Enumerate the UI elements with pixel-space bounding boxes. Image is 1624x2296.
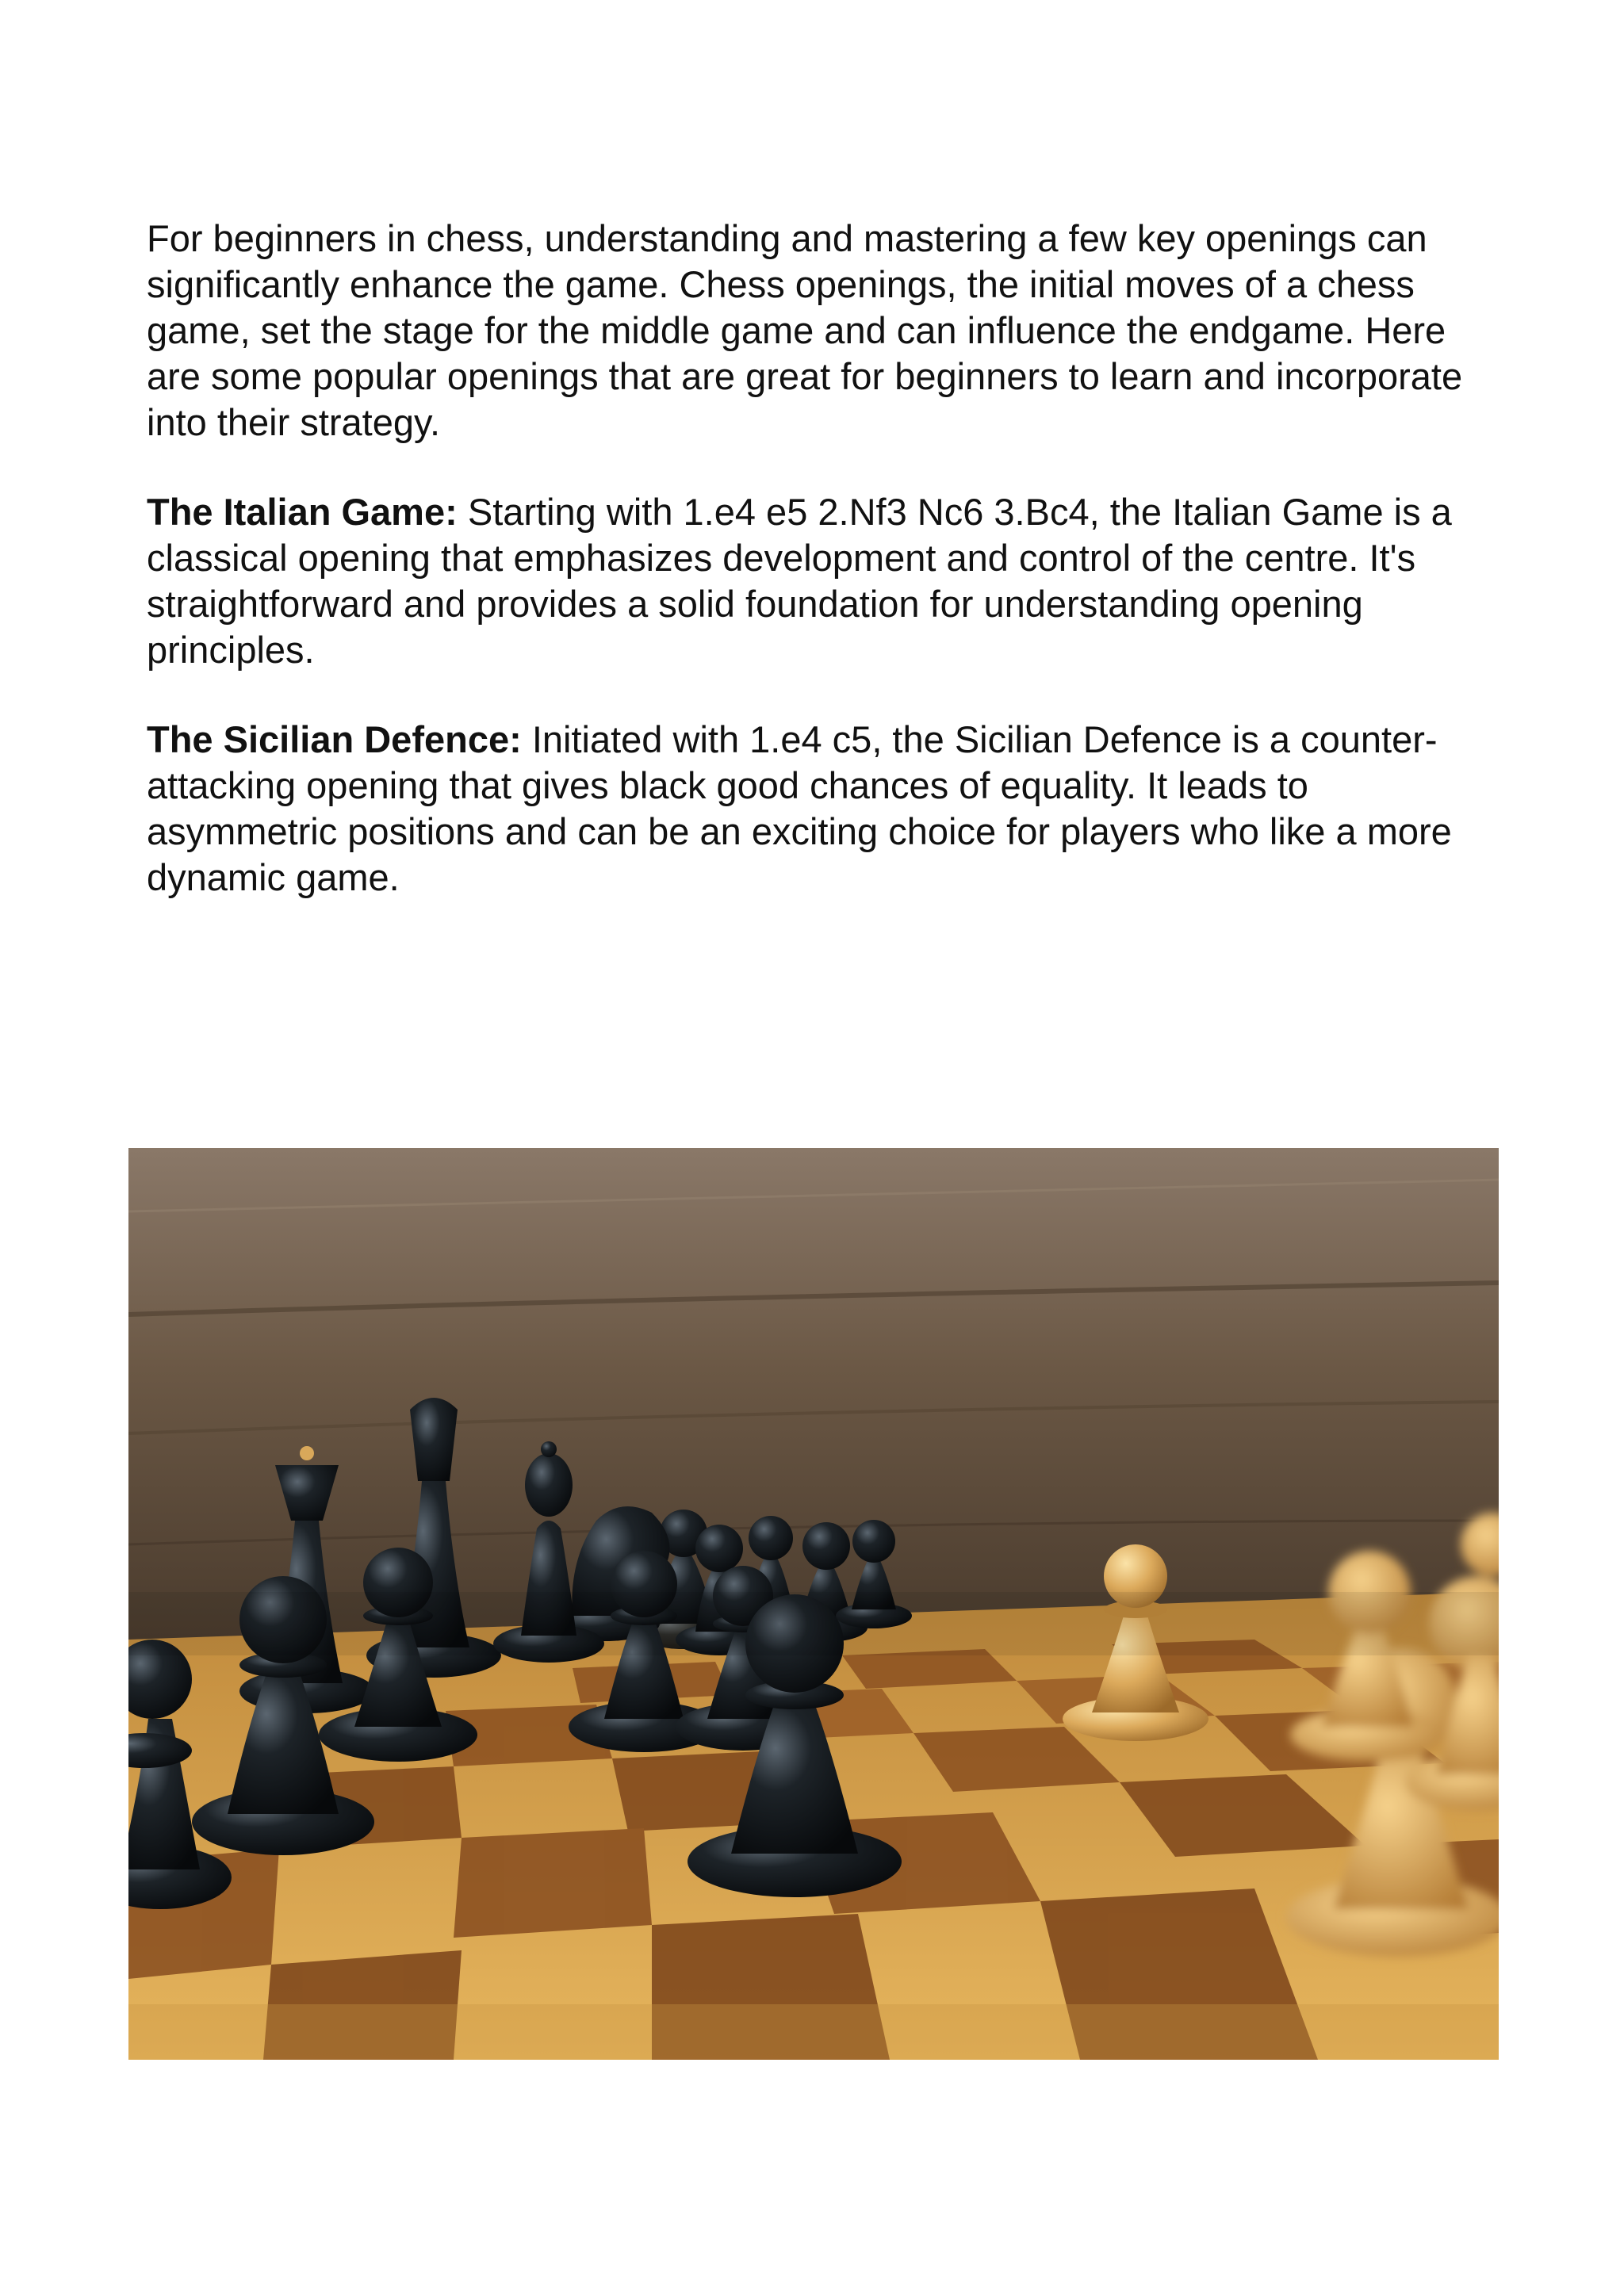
italian-game-body: Starting with 1.e4 e5 2.Nf3 Nc6 3.Bc4, the Italian Game is a classical opening that emphasizes development and control of the centre. It's straightforward and provides a solid foundation for understanding opening principles. [147, 491, 1452, 671]
intro-paragraph: For beginners in chess, understanding and mastering a few key openings can significantly enhance the game. Chess openings, the initial moves of a chess game, set the stage for the middle game and can influence the endgame. Here are some popular openings that are great for beginners to learn and incorporate into their strategy. [147, 217, 1463, 443]
sicilian-defence-heading: The Sicilian Defence: [147, 718, 522, 760]
chess-board-photo [128, 1148, 1499, 2060]
article-body [147, 216, 1495, 944]
italian-game-paragraph [147, 489, 1495, 673]
italian-game-heading: The Italian Game: [147, 491, 458, 533]
sicilian-defence-paragraph [147, 717, 1495, 901]
sicilian-defence-body: Initiated with 1.e4 c5, the Sicilian Defence is a counter-attacking opening that gives black good chances of equality. It leads to asymmetric positions and can be an exciting choice for players who like a more dynamic game. [147, 718, 1452, 898]
